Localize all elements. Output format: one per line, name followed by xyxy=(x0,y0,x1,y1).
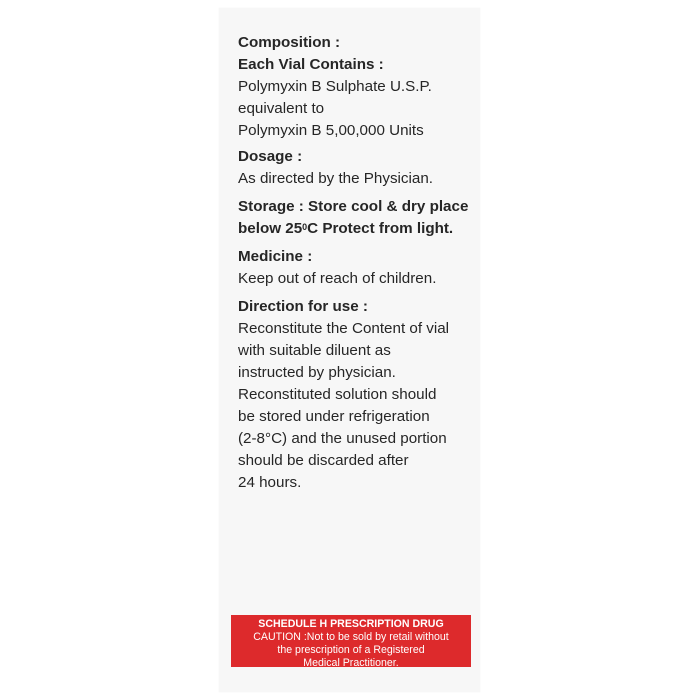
schedule-h-warning-box xyxy=(231,615,471,667)
direction-line: Reconstitute the Content of vial xyxy=(238,320,450,337)
direction-line: be stored under refrigeration xyxy=(238,408,430,425)
medicine-heading: Medicine : xyxy=(238,248,313,265)
storage-line-1: Storage : Store cool & dry place xyxy=(238,198,469,215)
direction-line: with suitable diluent as xyxy=(238,342,391,359)
direction-line: (2-8°C) and the unused portion xyxy=(238,430,447,447)
composition-heading: Composition : xyxy=(238,34,341,51)
direction-line: 24 hours. xyxy=(238,474,302,491)
label-content xyxy=(238,32,478,494)
degree-superscript: 0 xyxy=(302,222,308,232)
medicine-text: Keep out of reach of children. xyxy=(238,270,437,287)
composition-line: equivalent to xyxy=(238,100,325,117)
warning-title: SCHEDULE H PRESCRIPTION DRUG xyxy=(258,618,444,630)
dosage-heading: Dosage : xyxy=(238,148,303,165)
warning-line: Medical Practitioner. xyxy=(303,657,399,669)
each-vial-heading: Each Vial Contains : xyxy=(238,56,384,73)
storage-prefix: below 25 xyxy=(238,220,303,237)
storage-suffix: C Protect from light. xyxy=(307,220,454,237)
direction-heading: Direction for use : xyxy=(238,298,368,315)
storage-line-2 xyxy=(238,218,478,240)
warning-line: the prescription of a Registered xyxy=(277,644,425,656)
warning-line: CAUTION :Not to be sold by retail without xyxy=(253,631,449,643)
label-panel xyxy=(219,8,480,692)
direction-line: instructed by physician. xyxy=(238,364,396,381)
direction-line: Reconstituted solution should xyxy=(238,386,437,403)
dosage-text: As directed by the Physician. xyxy=(238,170,434,187)
composition-line: Polymyxin B 5,00,000 Units xyxy=(238,122,424,139)
composition-line: Polymyxin B Sulphate U.S.P. xyxy=(238,78,432,95)
direction-line: should be discarded after xyxy=(238,452,409,469)
